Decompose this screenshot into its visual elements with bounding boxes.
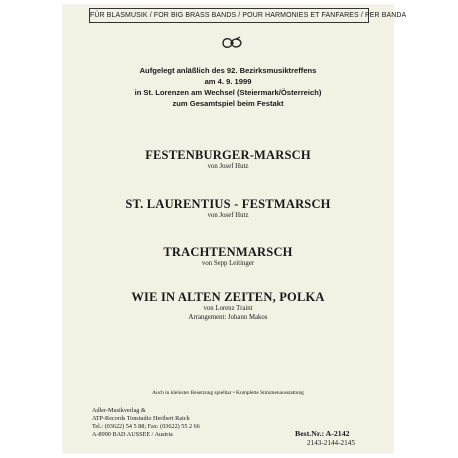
piece-title: TRACHTENMARSCH — [163, 245, 293, 259]
instrumentation-note: Auch in kleinster Besetzung spielbar • Komplette Stimmenausstattung — [152, 390, 304, 396]
piece-2 — [63, 197, 393, 220]
piece-1 — [63, 148, 393, 171]
piece-composer: von Sepp Leitinger — [201, 260, 255, 267]
publisher-monogram-icon — [221, 36, 243, 50]
piece-composer: von Josef Hutz — [207, 163, 249, 170]
piece-3 — [63, 245, 393, 268]
publisher-line: ATP-Records Tonstudio Heribert Raich — [92, 415, 190, 422]
occasion-line: zum Gesamtspiel beim Festakt — [172, 99, 284, 108]
piece-4 — [63, 290, 393, 322]
piece-composer: von Josef Hutz — [207, 212, 249, 219]
piece-arrangement: Arrangement: Johann Makos — [188, 314, 268, 321]
category-banner: FÜR BLASMUSIK / FOR BIG BRASS BANDS / POUR HARMONIES ET FANFARES / PER BANDA — [89, 8, 369, 23]
occasion-line: am 4. 9. 1999 — [204, 77, 252, 86]
occasion-text — [63, 65, 393, 109]
piece-title: FESTENBURGER-MARSCH — [145, 148, 311, 162]
order-number: Best.Nr.: A-2142 — [295, 429, 350, 438]
piece-title: ST. LAURENTIUS - FESTMARSCH — [125, 197, 331, 211]
piece-title: WIE IN ALTEN ZEITEN, POLKA — [131, 290, 325, 304]
publisher-line: A-8990 BAD AUSSEE / Austria — [92, 431, 173, 438]
occasion-line: Aufgelegt anläßlich des 92. Bezirksmusiktreffens — [139, 66, 317, 75]
publisher-line: Tel.: (03622) 54 5 88; Fax: (03622) 55 2 66 — [92, 423, 200, 430]
piece-composer: von Lorenz Traint — [203, 305, 253, 312]
publisher-info — [92, 407, 200, 439]
sheet-music-cover — [63, 5, 407, 453]
occasion-line: in St. Lorenzen am Wechsel (Steiermark/Österreich) — [134, 88, 322, 97]
related-order-numbers: 2143-2144-2145 — [307, 439, 355, 447]
publisher-line: Adler-Musikverlag & — [92, 407, 146, 414]
